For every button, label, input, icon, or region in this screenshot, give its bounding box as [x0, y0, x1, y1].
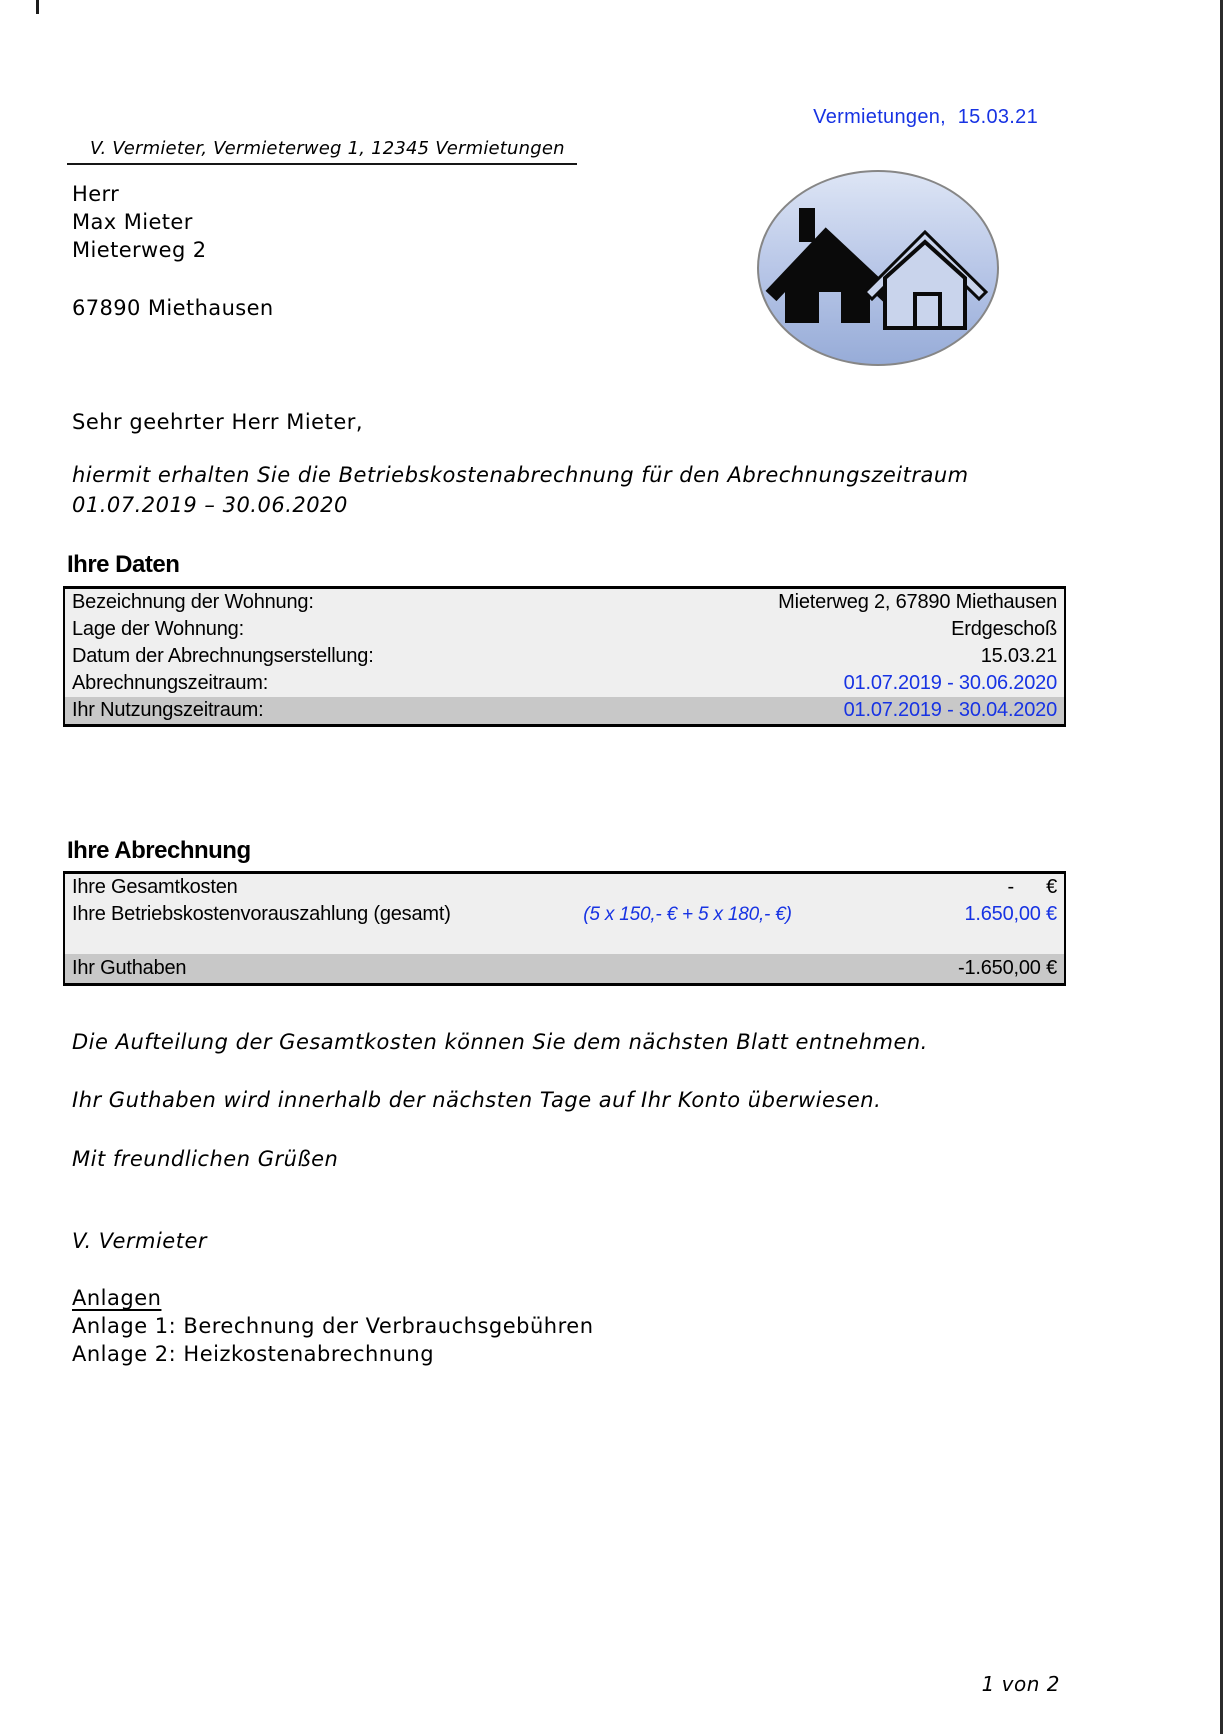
- sender-line: V. Vermieter, Vermieterweg 1, 12345 Vermietungen: [90, 138, 565, 159]
- anlagen-heading: Anlagen: [72, 1286, 162, 1310]
- row-value: 1.650,00 €: [964, 903, 1057, 925]
- recipient-name: Max Mieter: [72, 210, 193, 234]
- row-calculation: (5 x 150,- € + 5 x 180,- €): [583, 903, 792, 925]
- recipient-salutation: Herr: [72, 182, 120, 206]
- intro-line1: hiermit erhalten Sie die Betriebskostenabrechnung für den Abrechnungszeitraum: [72, 463, 969, 487]
- crop-mark: [36, 0, 39, 14]
- table-row: [65, 589, 1064, 616]
- row-value: Erdgeschoß: [951, 618, 1057, 640]
- table-row: [65, 670, 1064, 697]
- row-label: Datum der Abrechnungserstellung:: [72, 645, 374, 667]
- table-row: [65, 643, 1064, 670]
- row-value: -1.650,00 €: [958, 957, 1057, 979]
- table-row: [65, 697, 1064, 724]
- row-value: Mieterweg 2, 67890 Miethausen: [778, 591, 1057, 613]
- sender-underline: [67, 163, 577, 165]
- recipient-city: 67890 Miethausen: [72, 296, 274, 320]
- table-row: [65, 616, 1064, 643]
- abrechnung-table: [63, 871, 1066, 986]
- paragraph-guthaben: Ihr Guthaben wird innerhalb der nächsten Tage auf Ihr Konto überwiesen.: [72, 1088, 882, 1112]
- row-label: Lage der Wohnung:: [72, 618, 244, 640]
- row-value: 01.07.2019 - 30.04.2020: [843, 699, 1057, 721]
- two-houses-icon: [757, 170, 999, 366]
- row-label: Bezeichnung der Wohnung:: [72, 591, 314, 613]
- intro-line2: 01.07.2019 – 30.06.2020: [72, 493, 348, 517]
- table-row: [65, 954, 1064, 983]
- signature: V. Vermieter: [72, 1229, 207, 1253]
- page-number: 1 von 2: [981, 1672, 1060, 1696]
- recipient-street: Mieterweg 2: [72, 238, 207, 262]
- closing-line: Mit freundlichen Grüßen: [72, 1147, 339, 1171]
- greeting: Sehr geehrter Herr Mieter,: [72, 410, 364, 434]
- section-heading-abrechnung: Ihre Abrechnung: [67, 837, 251, 864]
- row-value: - €: [1007, 876, 1057, 898]
- daten-table: [63, 586, 1066, 727]
- row-label: Ihre Gesamtkosten: [72, 876, 238, 898]
- paragraph-aufteilung: Die Aufteilung der Gesamtkosten können Sie dem nächsten Blatt entnehmen.: [72, 1030, 928, 1054]
- row-value: 01.07.2019 - 30.06.2020: [843, 672, 1057, 694]
- row-label: Ihr Nutzungszeitraum:: [72, 699, 264, 721]
- table-row: [65, 874, 1064, 901]
- row-label: Abrechnungszeitraum:: [72, 672, 269, 694]
- page-edge-line: [1220, 0, 1223, 1734]
- section-heading-daten: Ihre Daten: [67, 551, 180, 578]
- anlage-1: Anlage 1: Berechnung der Verbrauchsgebühren: [72, 1314, 594, 1338]
- row-label: Ihr Guthaben: [72, 957, 187, 979]
- row-value: 15.03.21: [980, 645, 1057, 667]
- table-row-empty: [65, 928, 1064, 954]
- anlage-2: Anlage 2: Heizkostenabrechnung: [72, 1342, 435, 1366]
- date-line: Vermietungen, 15.03.21: [813, 106, 1038, 128]
- table-row: [65, 901, 1064, 928]
- row-label: Ihre Betriebskostenvorauszahlung (gesamt): [72, 903, 451, 925]
